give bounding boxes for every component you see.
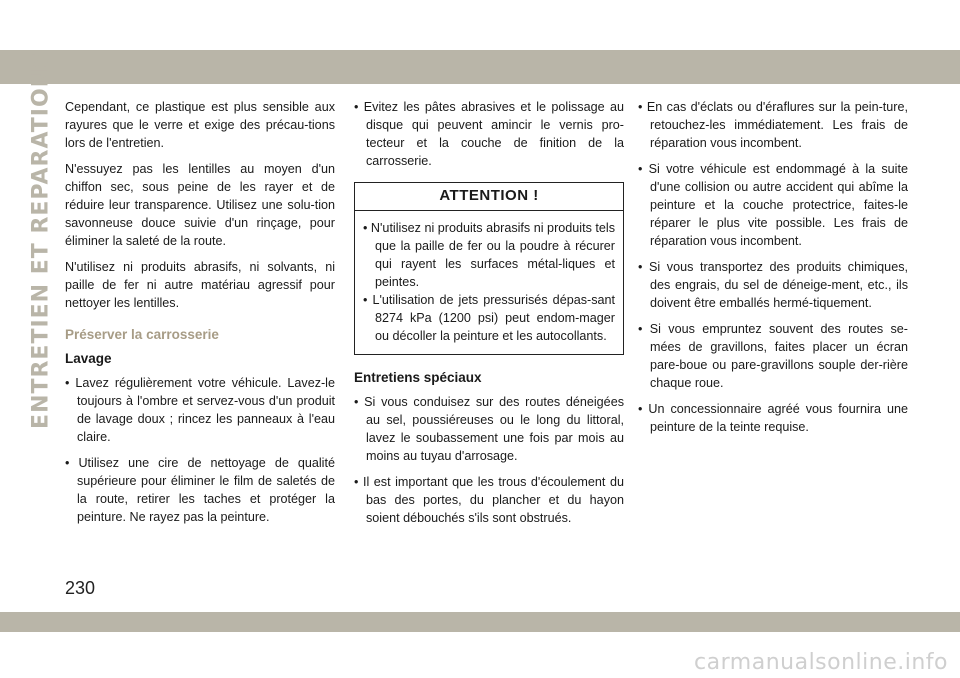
list-item: • N'utilisez ni produits abrasifs ni produits tels que la paille de fer ou la poudre à récurer qui rayent les surfaces métal-liques et peintes. — [363, 221, 615, 289]
paragraph: N'utilisez ni produits abrasifs, ni solvants, ni paille de fer ni autre matériau agressif pour nettoyer les lentilles. — [65, 260, 335, 310]
list-item: • Lavez régulièrement votre véhicule. Lavez-le toujours à l'ombre et servez-vous d'un produit de lavage doux ; rincez les panneaux à l'eau claire. — [65, 376, 335, 444]
chapter-side-title: ENTRETIEN ET REPARATIONS — [28, 51, 54, 429]
list-item: • Si vous empruntez souvent des routes se-mées de gravillons, faites placer un écran pare-boue ou pare-gravillons souple der-rière chaque roue. — [638, 322, 908, 390]
column-right — [638, 98, 908, 444]
section-title: Préserver la carrosserie — [65, 327, 219, 342]
paragraph: N'essuyez pas les lentilles au moyen d'un chiffon sec, sous peine de les rayer et de réduire leur transparence. Utilisez une solu-tion savonneuse douce suivie d'un rinçage, pour éliminer la saleté de la route. — [65, 162, 335, 248]
column-left — [65, 98, 335, 534]
list-item: • Evitez les pâtes abrasives et le polissage au disque qui peuvent amincir le vernis pro-tecteur et la couche de finition de la carrosserie. — [354, 100, 624, 168]
paragraph: Cependant, ce plastique est plus sensible aux rayures que le verre et exige des précau-tions lors de l'entretien. — [65, 100, 335, 150]
list-item: • Si vous conduisez sur des routes déneigées au sel, poussiéreuses ou le long du littoral, lavez le soubassement une fois par mois au moins au tuyau d'arrosage. — [354, 395, 624, 463]
list-item: • Si votre véhicule est endommagé à la suite d'une collision ou autre accident qui abîme la peinture et la couche protectrice, faites-le réparer le plus vite possible. Les frais de réparation vous incombent. — [638, 162, 908, 248]
attention-body — [355, 211, 623, 354]
list-item: • Il est important que les trous d'écoulement du bas des portes, du plancher et du hayon soient débouchés s'ils sont obstrués. — [354, 475, 624, 525]
page-number: 230 — [65, 578, 96, 598]
list-item: • En cas d'éclats ou d'éraflures sur la pein-ture, retouchez-les immédiatement. Les frais de réparation vous incombent. — [638, 100, 908, 150]
attention-title: ATTENTION ! — [355, 183, 623, 211]
list-item: • L'utilisation de jets pressurisés dépas-sant 8274 kPa (1200 psi) peut endom-mager ou décoller la peinture et les autocollants. — [363, 293, 615, 343]
header-band — [0, 50, 960, 84]
list-item: • Un concessionnaire agréé vous fournira une peinture de la teinte requise. — [638, 402, 908, 434]
subsection-title: Entretiens spéciaux — [354, 370, 482, 385]
watermark: carmanualsonline.info — [694, 650, 948, 675]
attention-box — [354, 182, 624, 355]
column-middle — [354, 98, 624, 535]
list-item: • Si vous transportez des produits chimiques, des engrais, du sel de déneige-ment, etc., ils doivent être emballés hermé-tiquement. — [638, 260, 908, 310]
list-item: • Utilisez une cire de nettoyage de qualité supérieure pour éliminer le film de saletés de la route, retirer les taches et protéger la peinture. Ne rayez pas la peinture. — [65, 456, 335, 524]
subsection-title: Lavage — [65, 351, 112, 366]
footer-band — [0, 612, 960, 632]
